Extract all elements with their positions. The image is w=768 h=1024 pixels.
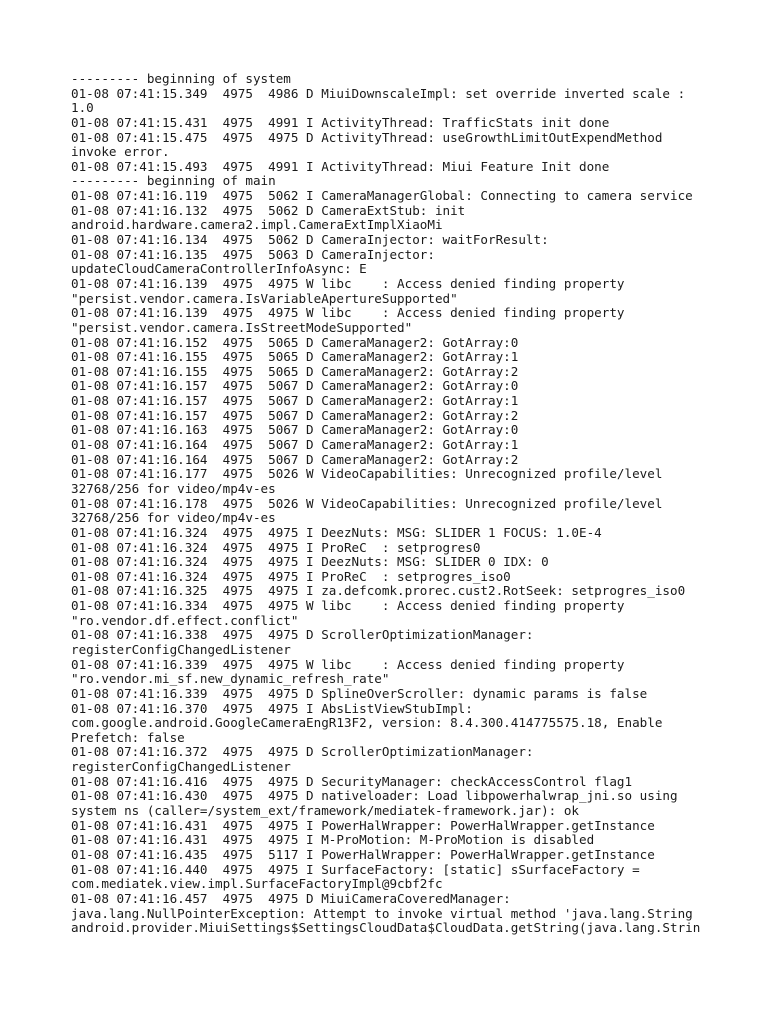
log-line: Prefetch: false <box>71 729 185 745</box>
log-line: 01-08 07:41:16.119 4975 5062 I CameraManagerGlobal: Connecting to camera service <box>71 188 693 204</box>
log-line: com.mediatek.view.impl.SurfaceFactoryImpl@9cbf2fc <box>71 876 443 892</box>
log-line: android.provider.MiuiSettings$SettingsCloudData$CloudData.getString(java.lang.Strin <box>71 920 701 936</box>
log-line: 01-08 07:41:16.139 4975 4975 W libc : Access denied finding property <box>71 305 625 321</box>
log-line: 01-08 07:41:16.334 4975 4975 W libc : Access denied finding property <box>71 598 625 614</box>
log-line: invoke error. <box>71 144 170 160</box>
log-line: registerConfigChangedListener <box>71 641 291 657</box>
log-line: 01-08 07:41:16.339 4975 4975 D SplineOverScroller: dynamic params is false <box>71 685 648 701</box>
log-line: "persist.vendor.camera.IsVariableApertureSupported" <box>71 290 458 306</box>
log-line: 01-08 07:41:16.457 4975 4975 D MiuiCameraCoveredManager: <box>71 890 511 906</box>
log-line: 1.0 <box>71 100 94 116</box>
log-line: 01-08 07:41:16.157 4975 5067 D CameraManager2: GotArray:0 <box>71 378 519 394</box>
log-line: 01-08 07:41:15.431 4975 4991 I ActivityThread: TrafficStats init done <box>71 114 610 130</box>
log-line: 01-08 07:41:16.135 4975 5063 D CameraInjector: <box>71 246 435 262</box>
log-line: 01-08 07:41:16.338 4975 4975 D ScrollerOptimizationManager: <box>71 627 534 643</box>
log-line: 01-08 07:41:16.157 4975 5067 D CameraManager2: GotArray:2 <box>71 407 519 423</box>
log-line: "ro.vendor.df.effect.conflict" <box>71 612 299 628</box>
log-line: --------- beginning of main <box>71 173 276 189</box>
log-line: 01-08 07:41:16.325 4975 4975 I za.defcomk.prorec.cust2.RotSeek: setprogres_iso0 <box>71 583 686 599</box>
log-output <box>71 72 711 936</box>
log-line: 32768/256 for video/mp4v-es <box>71 480 276 496</box>
log-line: "persist.vendor.camera.IsStreetModeSupported" <box>71 319 413 335</box>
log-line: 01-08 07:41:15.475 4975 4975 D ActivityThread: useGrowthLimitOutExpendMethod <box>71 129 663 145</box>
log-line: 01-08 07:41:16.164 4975 5067 D CameraManager2: GotArray:2 <box>71 451 519 467</box>
log-line: 01-08 07:41:16.132 4975 5062 D CameraExtStub: init <box>71 202 466 218</box>
log-line: 01-08 07:41:16.134 4975 5062 D CameraInjector: waitForResult: <box>71 232 549 248</box>
log-line: 01-08 07:41:16.430 4975 4975 D nativeloader: Load libpowerhalwrap_jni.so using <box>71 788 678 804</box>
log-line: 01-08 07:41:16.157 4975 5067 D CameraManager2: GotArray:1 <box>71 393 519 409</box>
log-line: 01-08 07:41:16.431 4975 4975 I M-ProMotion: M-ProMotion is disabled <box>71 832 595 848</box>
log-line: 01-08 07:41:16.177 4975 5026 W VideoCapabilities: Unrecognized profile/level <box>71 466 663 482</box>
log-line: "ro.vendor.mi_sf.new_dynamic_refresh_rate" <box>71 671 390 687</box>
log-line: java.lang.NullPointerException: Attempt to invoke virtual method 'java.lang.String <box>71 905 693 921</box>
log-line: com.google.android.GoogleCameraEngR13F2, version: 8.4.300.414775575.18, Enable <box>71 715 663 731</box>
log-line: registerConfigChangedListener <box>71 759 291 775</box>
log-line: 01-08 07:41:16.178 4975 5026 W VideoCapabilities: Unrecognized profile/level <box>71 495 663 511</box>
log-line: 01-08 07:41:16.152 4975 5065 D CameraManager2: GotArray:0 <box>71 334 519 350</box>
log-line: 32768/256 for video/mp4v-es <box>71 510 276 526</box>
log-line: 01-08 07:41:16.155 4975 5065 D CameraManager2: GotArray:2 <box>71 363 519 379</box>
log-line: 01-08 07:41:16.324 4975 4975 I DeezNuts: MSG: SLIDER 1 FOCUS: 1.0E-4 <box>71 524 602 540</box>
log-line: 01-08 07:41:15.349 4975 4986 D MiuiDownscaleImpl: set override inverted scale : <box>71 85 686 101</box>
log-line: 01-08 07:41:16.324 4975 4975 I ProReC : setprogres_iso0 <box>71 568 511 584</box>
log-line: 01-08 07:41:16.370 4975 4975 I AbsListViewStubImpl: <box>71 700 473 716</box>
log-line: system ns (caller=/system_ext/framework/mediatek-framework.jar): ok <box>71 803 579 819</box>
log-line: 01-08 07:41:16.163 4975 5067 D CameraManager2: GotArray:0 <box>71 422 519 438</box>
log-line: 01-08 07:41:16.339 4975 4975 W libc : Access denied finding property <box>71 656 625 672</box>
log-line: 01-08 07:41:16.435 4975 5117 I PowerHalWrapper: PowerHalWrapper.getInstance <box>71 846 655 862</box>
log-line: android.hardware.camera2.impl.CameraExtImplXiaoMi <box>71 217 443 233</box>
log-line: 01-08 07:41:15.493 4975 4991 I ActivityThread: Miui Feature Init done <box>71 158 610 174</box>
log-line: 01-08 07:41:16.431 4975 4975 I PowerHalWrapper: PowerHalWrapper.getInstance <box>71 817 655 833</box>
log-line: --------- beginning of system <box>71 71 291 86</box>
log-line: updateCloudCameraControllerInfoAsync: E <box>71 261 367 277</box>
log-line: 01-08 07:41:16.416 4975 4975 D SecurityManager: checkAccessControl flag1 <box>71 773 633 789</box>
log-line: 01-08 07:41:16.324 4975 4975 I ProReC : setprogres0 <box>71 539 481 555</box>
log-line: 01-08 07:41:16.164 4975 5067 D CameraManager2: GotArray:1 <box>71 437 519 453</box>
log-line: 01-08 07:41:16.324 4975 4975 I DeezNuts: MSG: SLIDER 0 IDX: 0 <box>71 554 549 570</box>
log-line: 01-08 07:41:16.155 4975 5065 D CameraManager2: GotArray:1 <box>71 349 519 365</box>
log-line: 01-08 07:41:16.139 4975 4975 W libc : Access denied finding property <box>71 275 625 291</box>
log-line: 01-08 07:41:16.372 4975 4975 D ScrollerOptimizationManager: <box>71 744 534 760</box>
log-line: 01-08 07:41:16.440 4975 4975 I SurfaceFactory: [static] sSurfaceFactory = <box>71 861 640 877</box>
